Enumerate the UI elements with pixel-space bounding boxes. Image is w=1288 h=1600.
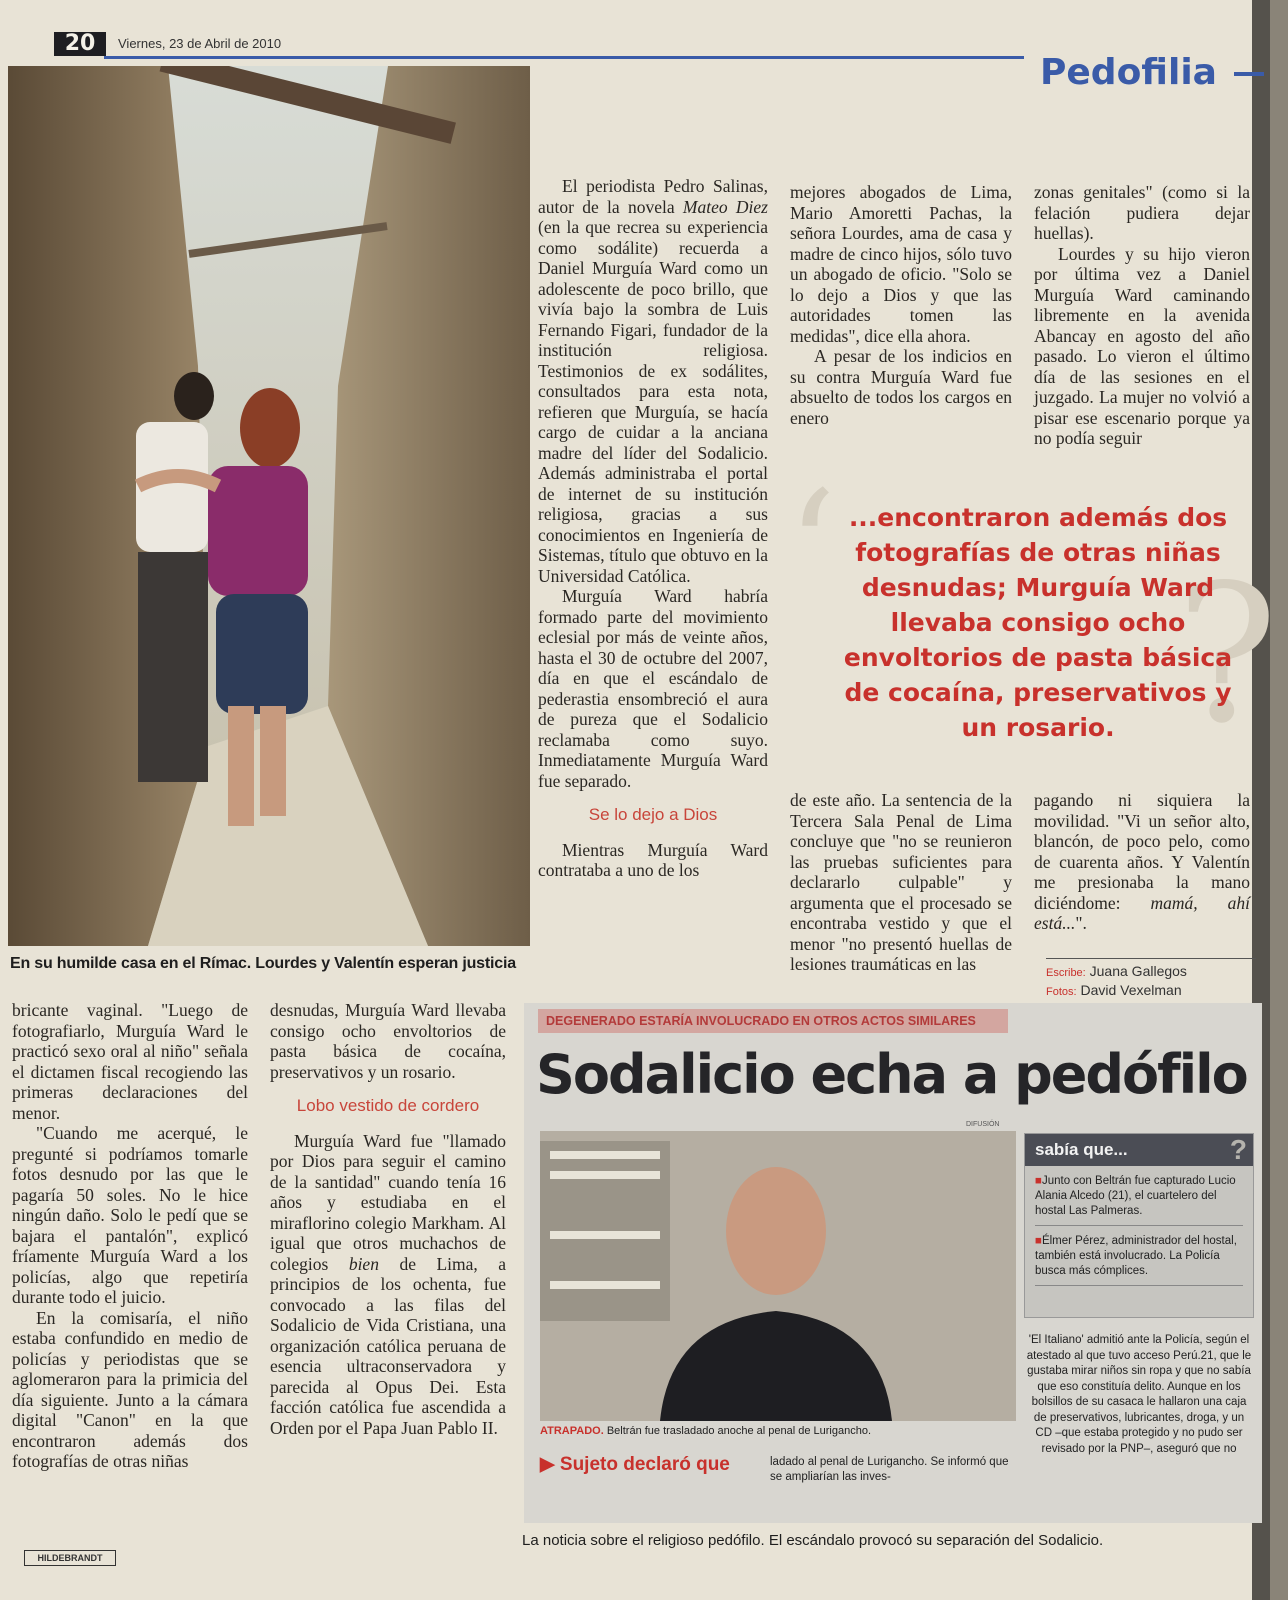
section-title: Pedofilia bbox=[1040, 52, 1217, 93]
clipping-kicker: DEGENERADO ESTARÍA INVOLUCRADO EN OTROS ACTOS SIMILARES bbox=[538, 1009, 1008, 1033]
did-you-know-title: sabía que... ? bbox=[1025, 1134, 1253, 1166]
section-dash bbox=[1234, 72, 1264, 76]
article-column-3-top bbox=[790, 182, 1012, 428]
clipping-caption: La noticia sobre el religioso pedófilo. El escándalo provocó su separación del Sodalicio. bbox=[522, 1532, 1104, 1549]
paragraph: Murguía Ward fue "llamado por Dios para seguir el camino de la santidad" cuando tenía 16 años y estudiaba en el miraflorino colegio Markham. Al igual que otros muchachos de colegios bien de Lima, a principios de los ochenta, fue convocado a las filas del Sodalicio de Vida Cristiana, una organización católica peruana de esencia ultraconservadora y parecida al Opus Dei. Esta facción católica fue ascendida a Orden por el Papa Juan Pablo II. bbox=[270, 1130, 506, 1438]
main-photo bbox=[8, 66, 530, 946]
paragraph: "Cuando me acerqué, le pregunté si podríamos tomarle fotos desnudo por las que le pagaría 50 soles. No le hice ningún daño. Solo le pedí que se bajara el pantalón", explicó fríamente Murguía Ward a los policías, algo que repetiría durante todo el juicio. bbox=[12, 1123, 248, 1307]
article-column-3-bottom bbox=[790, 790, 1012, 975]
subhead-se-lo-dejo-a-dios: Se lo dejo a Dios bbox=[588, 805, 718, 824]
article-column-1 bbox=[12, 1000, 248, 1472]
pull-quote: ...encontraron además dos fotografías de otras niñas desnudas; Murguía Ward llevaba consigo ocho envoltorios de pasta básica de cocaína, preservativos y un rosario. bbox=[843, 503, 1233, 742]
paragraph: mejores abogados de Lima, Mario Amoretti Pachas, la señora Lourdes, ama de casa y madre de cinco hijos, sólo tuvo un abogado de oficio. "Solo se lo dejo a Dios y que las autoridades tomen las medidas", dice ella ahora. bbox=[790, 182, 1012, 346]
article-column-2-bottom bbox=[270, 1000, 506, 1438]
paragraph: zonas genitales" (como si la felación pudiera dejar huellas). bbox=[1034, 182, 1250, 243]
writer-name: Juana Gallegos bbox=[1089, 963, 1187, 979]
photographer-name: David Vexelman bbox=[1080, 982, 1182, 998]
issue-date: Viernes, 23 de Abril de 2010 bbox=[118, 36, 282, 51]
publication-logo: HILDEBRANDT bbox=[24, 1550, 116, 1566]
did-you-know-item: ■Élmer Pérez, administrador del hostal, también está involucrado. La Policía busca más cómplices. bbox=[1035, 1234, 1243, 1286]
photo-caption: En su humilde casa en el Rímac. Lourdes y Valentín esperan justicia bbox=[10, 955, 516, 972]
paragraph: El periodista Pedro Salinas, autor de la novela Mateo Diez (en la que recrea su experiencia como sodálite) recuerda a Daniel Murguía Ward como un adolescente de poco brillo, que vivía bajo la sombra de Luis Fernando Figari, fundador de la institución religiosa. Testimonios de ex sodálites, consultados para esta nota, refieren que Murguía, se hacía cargo de cuidar a la anciana madre del líder del Sodalicio. Además administraba el portal de internet de su institución religiosa, gracias a sus conocimientos en Ingeniería de Sistemas, título que obtuvo en la Universidad Católica. bbox=[538, 176, 768, 586]
header-rule bbox=[104, 56, 1024, 59]
subhead-lobo-vestido-de-cordero: Lobo vestido de cordero bbox=[296, 1096, 480, 1115]
did-you-know-box bbox=[1024, 1133, 1254, 1318]
newspaper-clipping bbox=[524, 1003, 1262, 1523]
clipping-photo-credit: DIFUSIÓN bbox=[966, 1121, 1000, 1128]
did-you-know-item: ■Junto con Beltrán fue capturado Lucio Alania Alcedo (21), el cuartelero del hostal Las Palmeras. bbox=[1035, 1174, 1243, 1226]
clipping-lead: ▶ Sujeto declaró que bbox=[540, 1454, 730, 1475]
paragraph: Lourdes y su hijo vieron por última vez a Daniel Murguía Ward caminando libremente en la avenida Abancay en agosto del año pasado. Lo vieron el último día de las sesiones en el juzgado. La mujer no volvió a pisar ese escenario porque ya no podía seguir bbox=[1034, 243, 1250, 448]
paragraph: A pesar de los indicios en su contra Murguía Ward fue absuelto de todos los cargos en enero bbox=[790, 346, 1012, 428]
paragraph: En la comisaría, el niño estaba confundido en medio de policías y periodistas que se aglomeraron para la primicia del día siguiente. Junto a la cámara digital "Canon" en la que encontraron además dos fotografías de otras niñas bbox=[12, 1307, 248, 1471]
clipping-headline: Sodalicio echa a pedófilo bbox=[536, 1043, 1247, 1106]
paragraph: pagando ni siquiera la movilidad. "Vi un señor alto, blancón, de poco pelo, como de cuarenta años. Y Valentín me presionaba la mano diciéndome: mamá, ahí está...". bbox=[1034, 790, 1250, 933]
article-column-4-bottom bbox=[1034, 790, 1250, 934]
page-number: 20 bbox=[54, 32, 106, 56]
clipping-body: ladado al penal de Lurigancho. Se informó que se ampliarían las inves- bbox=[770, 1456, 1009, 1483]
paragraph: Mientras Murguía Ward contrataba a uno de los bbox=[538, 839, 768, 880]
writer-label: Escribe: bbox=[1046, 967, 1086, 979]
paragraph: de este año. La sentencia de la Tercera Sala Penal de Lima concluye que "no se reunieron las pruebas suficientes para declararlo culpable" y argumenta que el procesado se encontraba vestido y que el menor "no presentó huellas de lesiones traumáticas en las bbox=[790, 790, 1012, 974]
question-mark-icon: ? bbox=[1229, 1134, 1247, 1165]
paragraph: desnudas, Murguía Ward llevaba consigo ocho envoltorios de pasta básica de cocaína, preservativos y un rosario. bbox=[270, 1000, 506, 1082]
alley-photo-illustration bbox=[8, 66, 530, 946]
paragraph: Murguía Ward habría formado parte del movimiento eclesial por más de veinte años, hasta el 30 de octubre del 2007, día en que el escándalo de pederastia ensombreció el aura de pureza que el Sodalicio reclamaba como suyo. Inmediatamente Murguía Ward fue separado. bbox=[538, 586, 768, 791]
close-quote-mark: ? bbox=[1176, 544, 1278, 765]
photographer-label: Fotos: bbox=[1046, 986, 1077, 998]
clipping-photo-caption: ATRAPADO. Beltrán fue trasladado anoche al penal de Lurigancho. bbox=[540, 1425, 872, 1437]
clipping-side-text: 'El Italiano' admitió ante la Policía, según el atestado al que tuvo acceso Perú.21, que le gustaba mirar niños sin ropa y que no sabía que eso constituía delito. Aunque en los bolsillos de su casaca le hallaron una caja de preservativos, lubricantes, droga, y un CD –que estaba protegido y no pudo ser revisado por la PNP–, aseguró que no bbox=[1026, 1334, 1252, 1455]
open-quote-mark: ‘ bbox=[786, 456, 837, 643]
article-column-2 bbox=[538, 176, 768, 881]
paragraph: bricante vaginal. "Luego de fotografiarlo, Murguía Ward le practicó sexo oral al niño" señala el dictamen fiscal recogiendo las primeras declaraciones del menor. bbox=[12, 1000, 248, 1123]
article-credits bbox=[1046, 958, 1256, 1001]
portrait-illustration bbox=[540, 1131, 1016, 1421]
clipping-photo bbox=[540, 1131, 1016, 1421]
article-column-4-top bbox=[1034, 182, 1250, 449]
